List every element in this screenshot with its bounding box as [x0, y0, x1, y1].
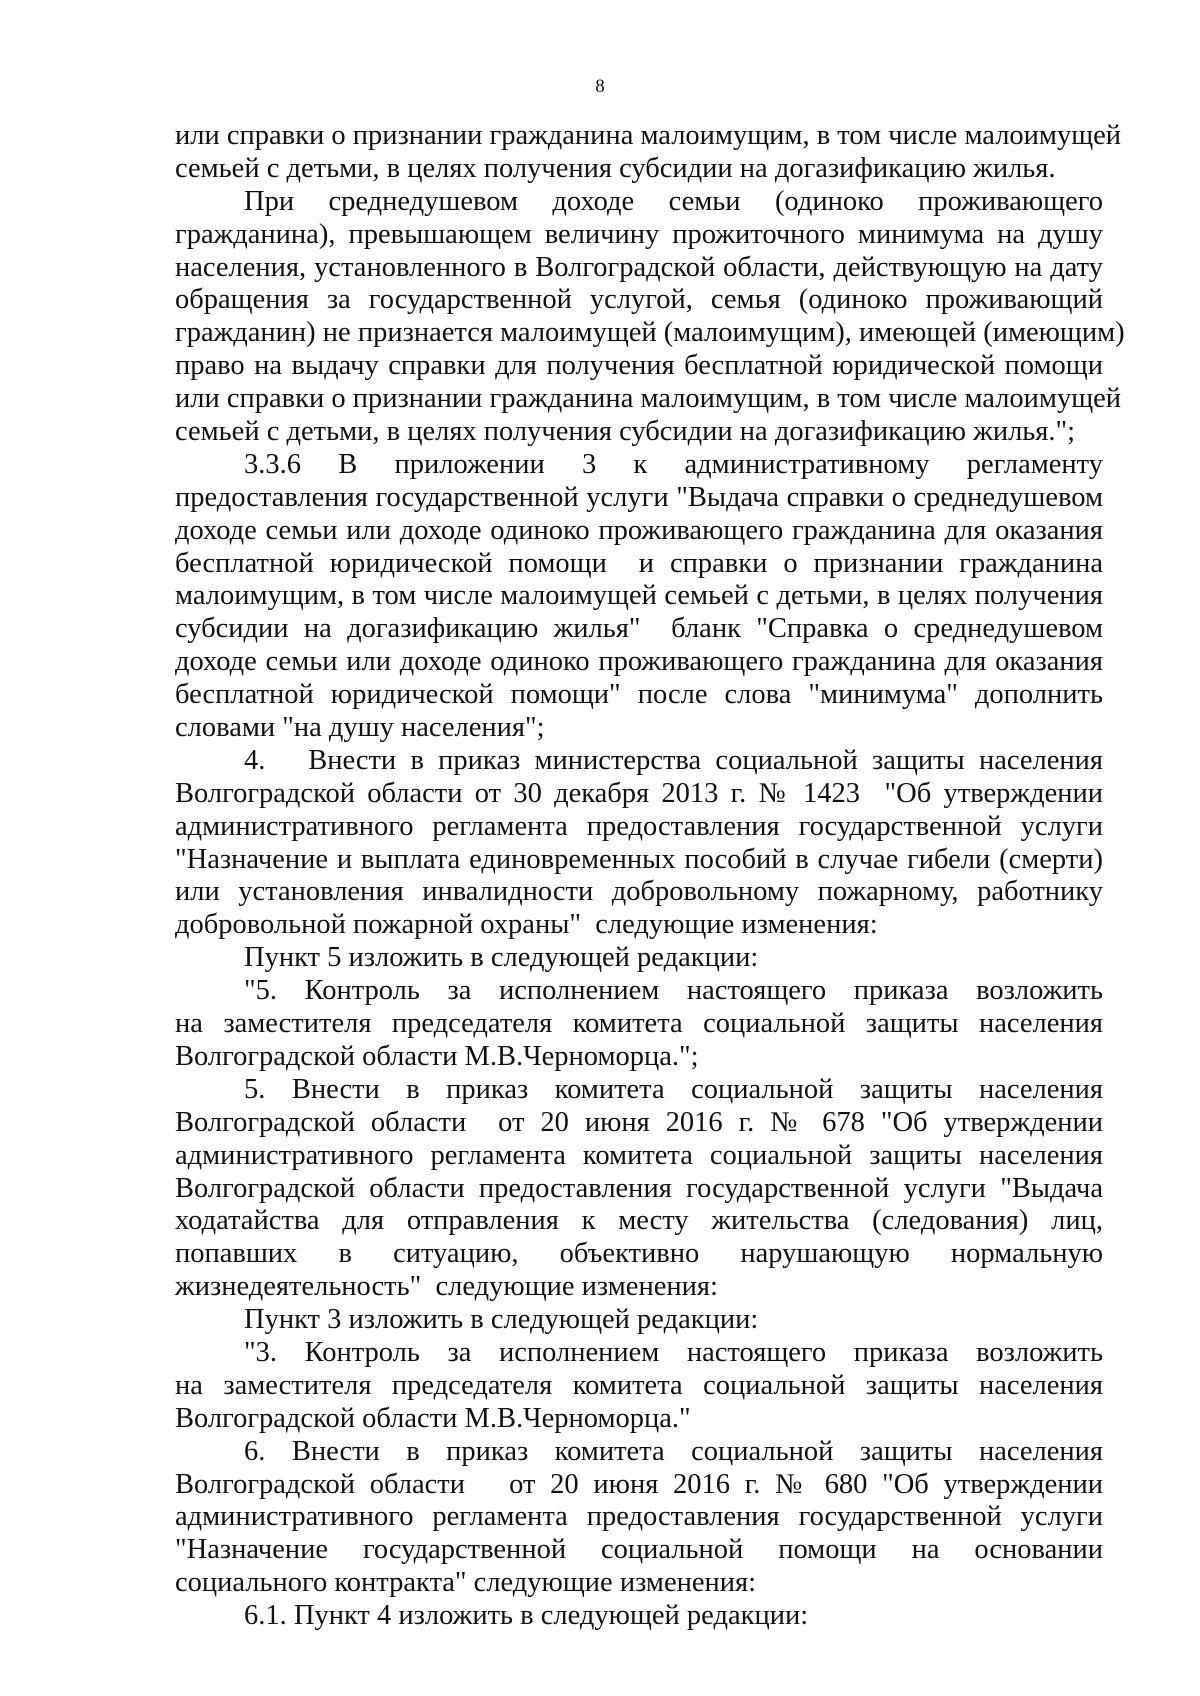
- document-body: [175, 120, 1125, 1633]
- text-line: 5. Внести в приказ комитета социальной защиты населения: [244, 1073, 1103, 1105]
- text-line: право на выдачу справки для получения бесплатной юридической помощи: [175, 350, 1103, 382]
- text-line: или справки о признании гражданина малоимущим, в том числе малоимущей: [175, 383, 1122, 415]
- text-line: 6.1. Пункт 4 изложить в следующей редакции:: [244, 1600, 809, 1632]
- text-line: гражданина), превышающем величину прожиточного минимума на душу: [175, 218, 1103, 250]
- text-line: ходатайства для отправления к месту жительства (следования) лиц,: [175, 1205, 1103, 1237]
- text-line: социального контракта" следующие изменения:: [175, 1567, 757, 1599]
- text-line: Пункт 5 изложить в следующей редакции:: [244, 942, 759, 974]
- text-line: Волгоградской области от 30 декабря 2013 г. № 1423 "Об утверждении: [175, 777, 1103, 809]
- text-line: 4. Внести в приказ министерства социальной защиты населения: [244, 744, 1103, 776]
- text-line: или справки о признании гражданина малоимущим, в том числе малоимущей: [175, 120, 1122, 151]
- text-line: При среднедушевом доходе семьи (одиноко проживающего: [244, 185, 1103, 217]
- text-line: на заместителя председателя комитета социальной защиты населения: [175, 1369, 1103, 1401]
- text-line: гражданин) не признается малоимущей (малоимущим), имеющей (имеющим): [175, 317, 1125, 349]
- text-line: бесплатной юридической помощи и справки о признании гражданина: [175, 547, 1103, 579]
- text-line: на заместителя председателя комитета социальной защиты населения: [175, 1008, 1103, 1040]
- text-line: административного регламента комитета социальной защиты населения: [175, 1139, 1103, 1171]
- text-line: жизнедеятельность" следующие изменения:: [175, 1271, 718, 1303]
- text-line: Пункт 3 изложить в следующей редакции:: [244, 1304, 759, 1336]
- text-line: или установления инвалидности добровольному пожарному, работнику: [175, 876, 1103, 908]
- text-line: Волгоградской области предоставления государственной услуги "Выдача: [175, 1172, 1103, 1204]
- text-line: словами "на душу населения";: [175, 712, 545, 744]
- text-line: 6. Внести в приказ комитета социальной защиты населения: [244, 1435, 1103, 1467]
- text-line: семьей с детьми, в целях получения субсидии на догазификацию жилья.";: [175, 416, 1076, 448]
- text-line: "Назначение и выплата единовременных пособий в случае гибели (смерти): [175, 843, 1103, 875]
- text-line: "5. Контроль за исполнением настоящего приказа возложить: [244, 975, 1103, 1007]
- text-line: обращения за государственной услугой, семья (одиноко проживающий: [175, 284, 1103, 316]
- text-line: "3. Контроль за исполнением настоящего приказа возложить: [244, 1336, 1103, 1368]
- page-number: 8: [595, 76, 605, 97]
- text-line: доходе семьи или доходе одиноко проживающего гражданина для оказания: [175, 514, 1103, 546]
- text-line: населения, установленного в Волгоградской области, действующую на дату: [175, 251, 1103, 283]
- text-line: административного регламента предоставления государственной услуги: [175, 1501, 1103, 1533]
- text-line: бесплатной юридической помощи" после слова "минимума" дополнить: [175, 679, 1103, 711]
- text-line: добровольной пожарной охраны" следующие изменения:: [175, 909, 878, 941]
- text-line: Волгоградской области от 20 июня 2016 г. № 678 "Об утверждении: [175, 1106, 1103, 1138]
- text-line: "Назначение государственной социальной помощи на основании: [175, 1534, 1103, 1566]
- text-line: предоставления государственной услуги "Выдача справки о среднедушевом: [175, 481, 1103, 513]
- text-line: субсидии на догазификацию жилья" бланк "Справка о среднедушевом: [175, 613, 1103, 645]
- text-line: Волгоградской области М.В.Черноморца.";: [175, 1040, 699, 1072]
- text-line: малоимущим, в том числе малоимущей семьей с детьми, в целях получения: [175, 580, 1103, 612]
- text-line: Волгоградской области М.В.Черноморца.": [175, 1402, 691, 1434]
- text-line: попавших в ситуацию, объективно нарушающую нормальную: [175, 1238, 1103, 1270]
- text-line: 3.3.6 В приложении 3 к административному регламенту: [244, 448, 1103, 480]
- text-line: семьей с детьми, в целях получения субсидии на догазификацию жилья.: [175, 152, 1056, 184]
- text-line: Волгоградской области от 20 июня 2016 г. № 680 "Об утверждении: [175, 1468, 1103, 1500]
- text-line: административного регламента предоставления государственной услуги: [175, 810, 1103, 842]
- text-line: доходе семьи или доходе одиноко проживающего гражданина для оказания: [175, 646, 1103, 678]
